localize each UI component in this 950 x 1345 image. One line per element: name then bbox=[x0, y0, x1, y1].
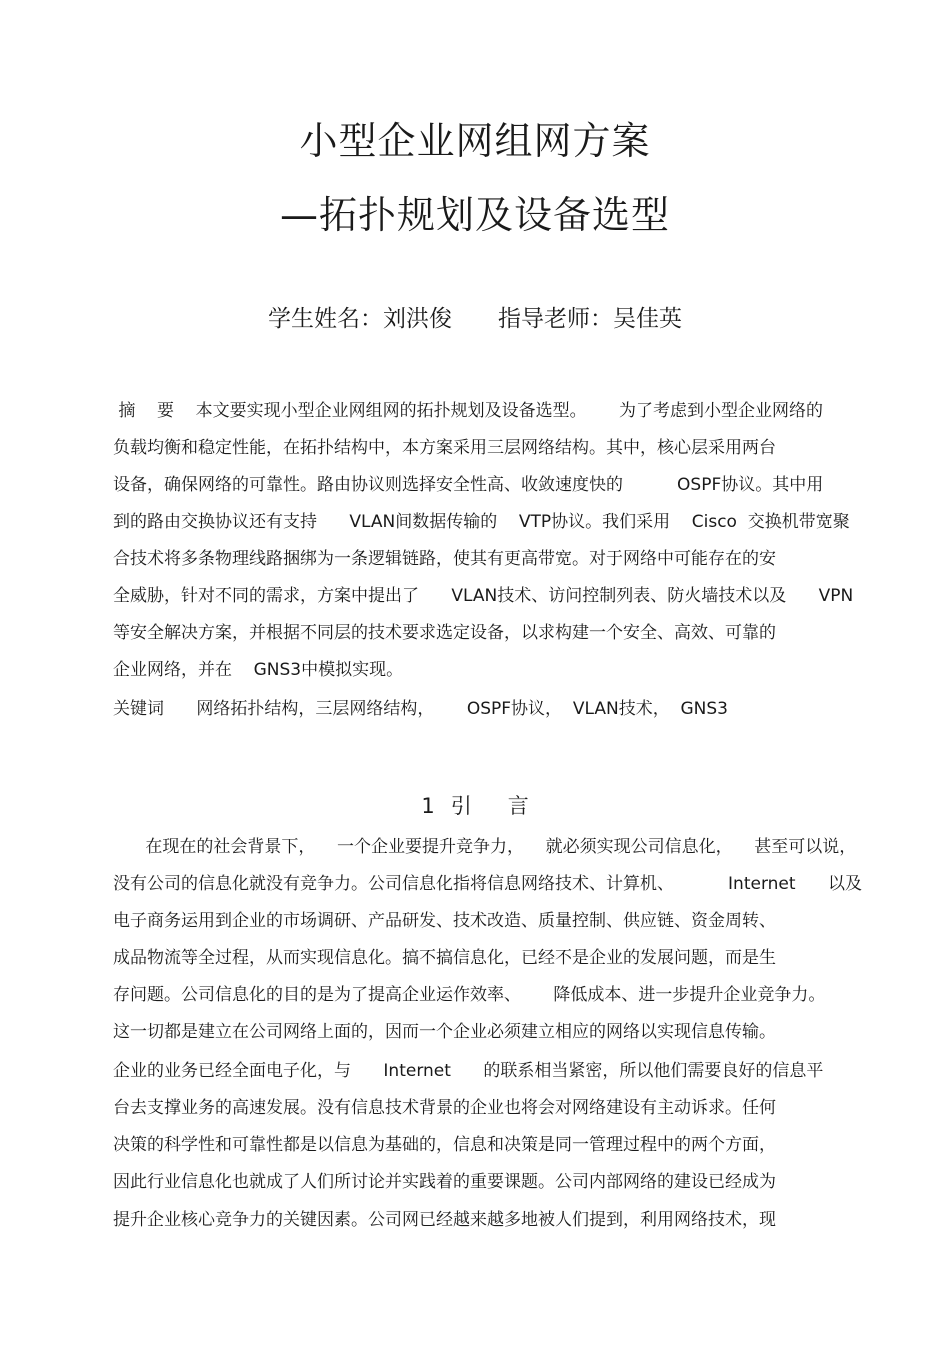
abstract-line: 摘 要 本文要实现小型企业网组网的拓扑规划及设备选型。 为了考虑到小型企业网络的 bbox=[113, 401, 824, 421]
body-line: 没有公司的信息化就没有竞争力。公司信息化指将信息网络技术、计算机、 Internet 以及 bbox=[113, 874, 862, 894]
title-line-2: —拓扑规划及设备选型 bbox=[279, 193, 670, 237]
body-line: 决策的科学性和可靠性都是以信息为基础的，信息和决策是同一管理过程中的两个方面， bbox=[113, 1135, 776, 1155]
section-title-char: 引 bbox=[450, 794, 472, 818]
section-title-char: 言 bbox=[507, 794, 529, 818]
abstract-line: 负载均衡和稳定性能，在拓扑结构中，本方案采用三层网络结构。其中，核心层采用两台 bbox=[113, 438, 776, 458]
section-number: 1 bbox=[421, 794, 435, 818]
body-line: 成品物流等全过程，从而实现信息化。搞不搞信息化，已经不是企业的发展问题，而是生 bbox=[113, 948, 776, 968]
body-line: 台去支撑业务的高速发展。没有信息技术背景的企业也将会对网络建设有主动诉求。任何 bbox=[113, 1098, 776, 1118]
body-line: 存问题。公司信息化的目的是为了提高企业运作效率、 降低成本、进一步提升企业竞争力。 bbox=[113, 985, 826, 1005]
body-line: 电子商务运用到企业的市场调研、产品研发、技术改造、质量控制、供应链、资金周转、 bbox=[113, 911, 776, 931]
abstract-line: 到的路由交换协议还有支持 VLAN间数据传输的 VTP协议。我们采用 Cisco 交换机带宽聚 bbox=[113, 512, 850, 532]
body-line: 在现在的社会背景下， 一个企业要提升竞争力， 就必须实现公司信息化， 甚至可以说， bbox=[113, 837, 857, 857]
keywords-line: 关键词 网络拓扑结构，三层网络结构， OSPF协议， VLAN技术， GNS3 bbox=[113, 699, 728, 719]
advisor-name: 指导老师：吴佳英 bbox=[498, 306, 682, 332]
student-name: 学生姓名：刘洪俊 bbox=[268, 306, 452, 332]
section-heading bbox=[0, 790, 950, 820]
body-line: 提升企业核心竞争力的关键因素。公司网已经越来越多地被人们提到，利用网络技术，现 bbox=[113, 1210, 776, 1230]
title-line-1: 小型企业网组网方案 bbox=[299, 119, 651, 163]
body-line: 这一切都是建立在公司网络上面的，因而一个企业必须建立相应的网络以实现信息传输。 bbox=[113, 1022, 776, 1042]
abstract-line: 全威胁，针对不同的需求，方案中提出了 VLAN技术、访问控制列表、防火墙技术以及 VPN bbox=[113, 586, 854, 606]
abstract-line: 设备，确保网络的可靠性。路由协议则选择安全性高、收敛速度快的 OSPF协议。其中用 bbox=[113, 475, 824, 495]
abstract-line: 合技术将多条物理线路捆绑为一条逻辑链路，使其有更高带宽。对于网络中可能存在的安 bbox=[113, 549, 776, 569]
abstract-line: 等安全解决方案，并根据不同层的技术要求选定设备，以求构建一个安全、高效、可靠的 bbox=[113, 623, 776, 643]
abstract-line: 企业网络，并在 GNS3中模拟实现。 bbox=[113, 660, 404, 680]
author-line bbox=[0, 300, 950, 333]
body-line: 因此行业信息化也就成了人们所讨论并实践着的重要课题。公司内部网络的建设已经成为 bbox=[113, 1172, 776, 1192]
body-line: 企业的业务已经全面电子化，与 Internet 的联系相当紧密，所以他们需要良好的信息平 bbox=[113, 1061, 824, 1081]
